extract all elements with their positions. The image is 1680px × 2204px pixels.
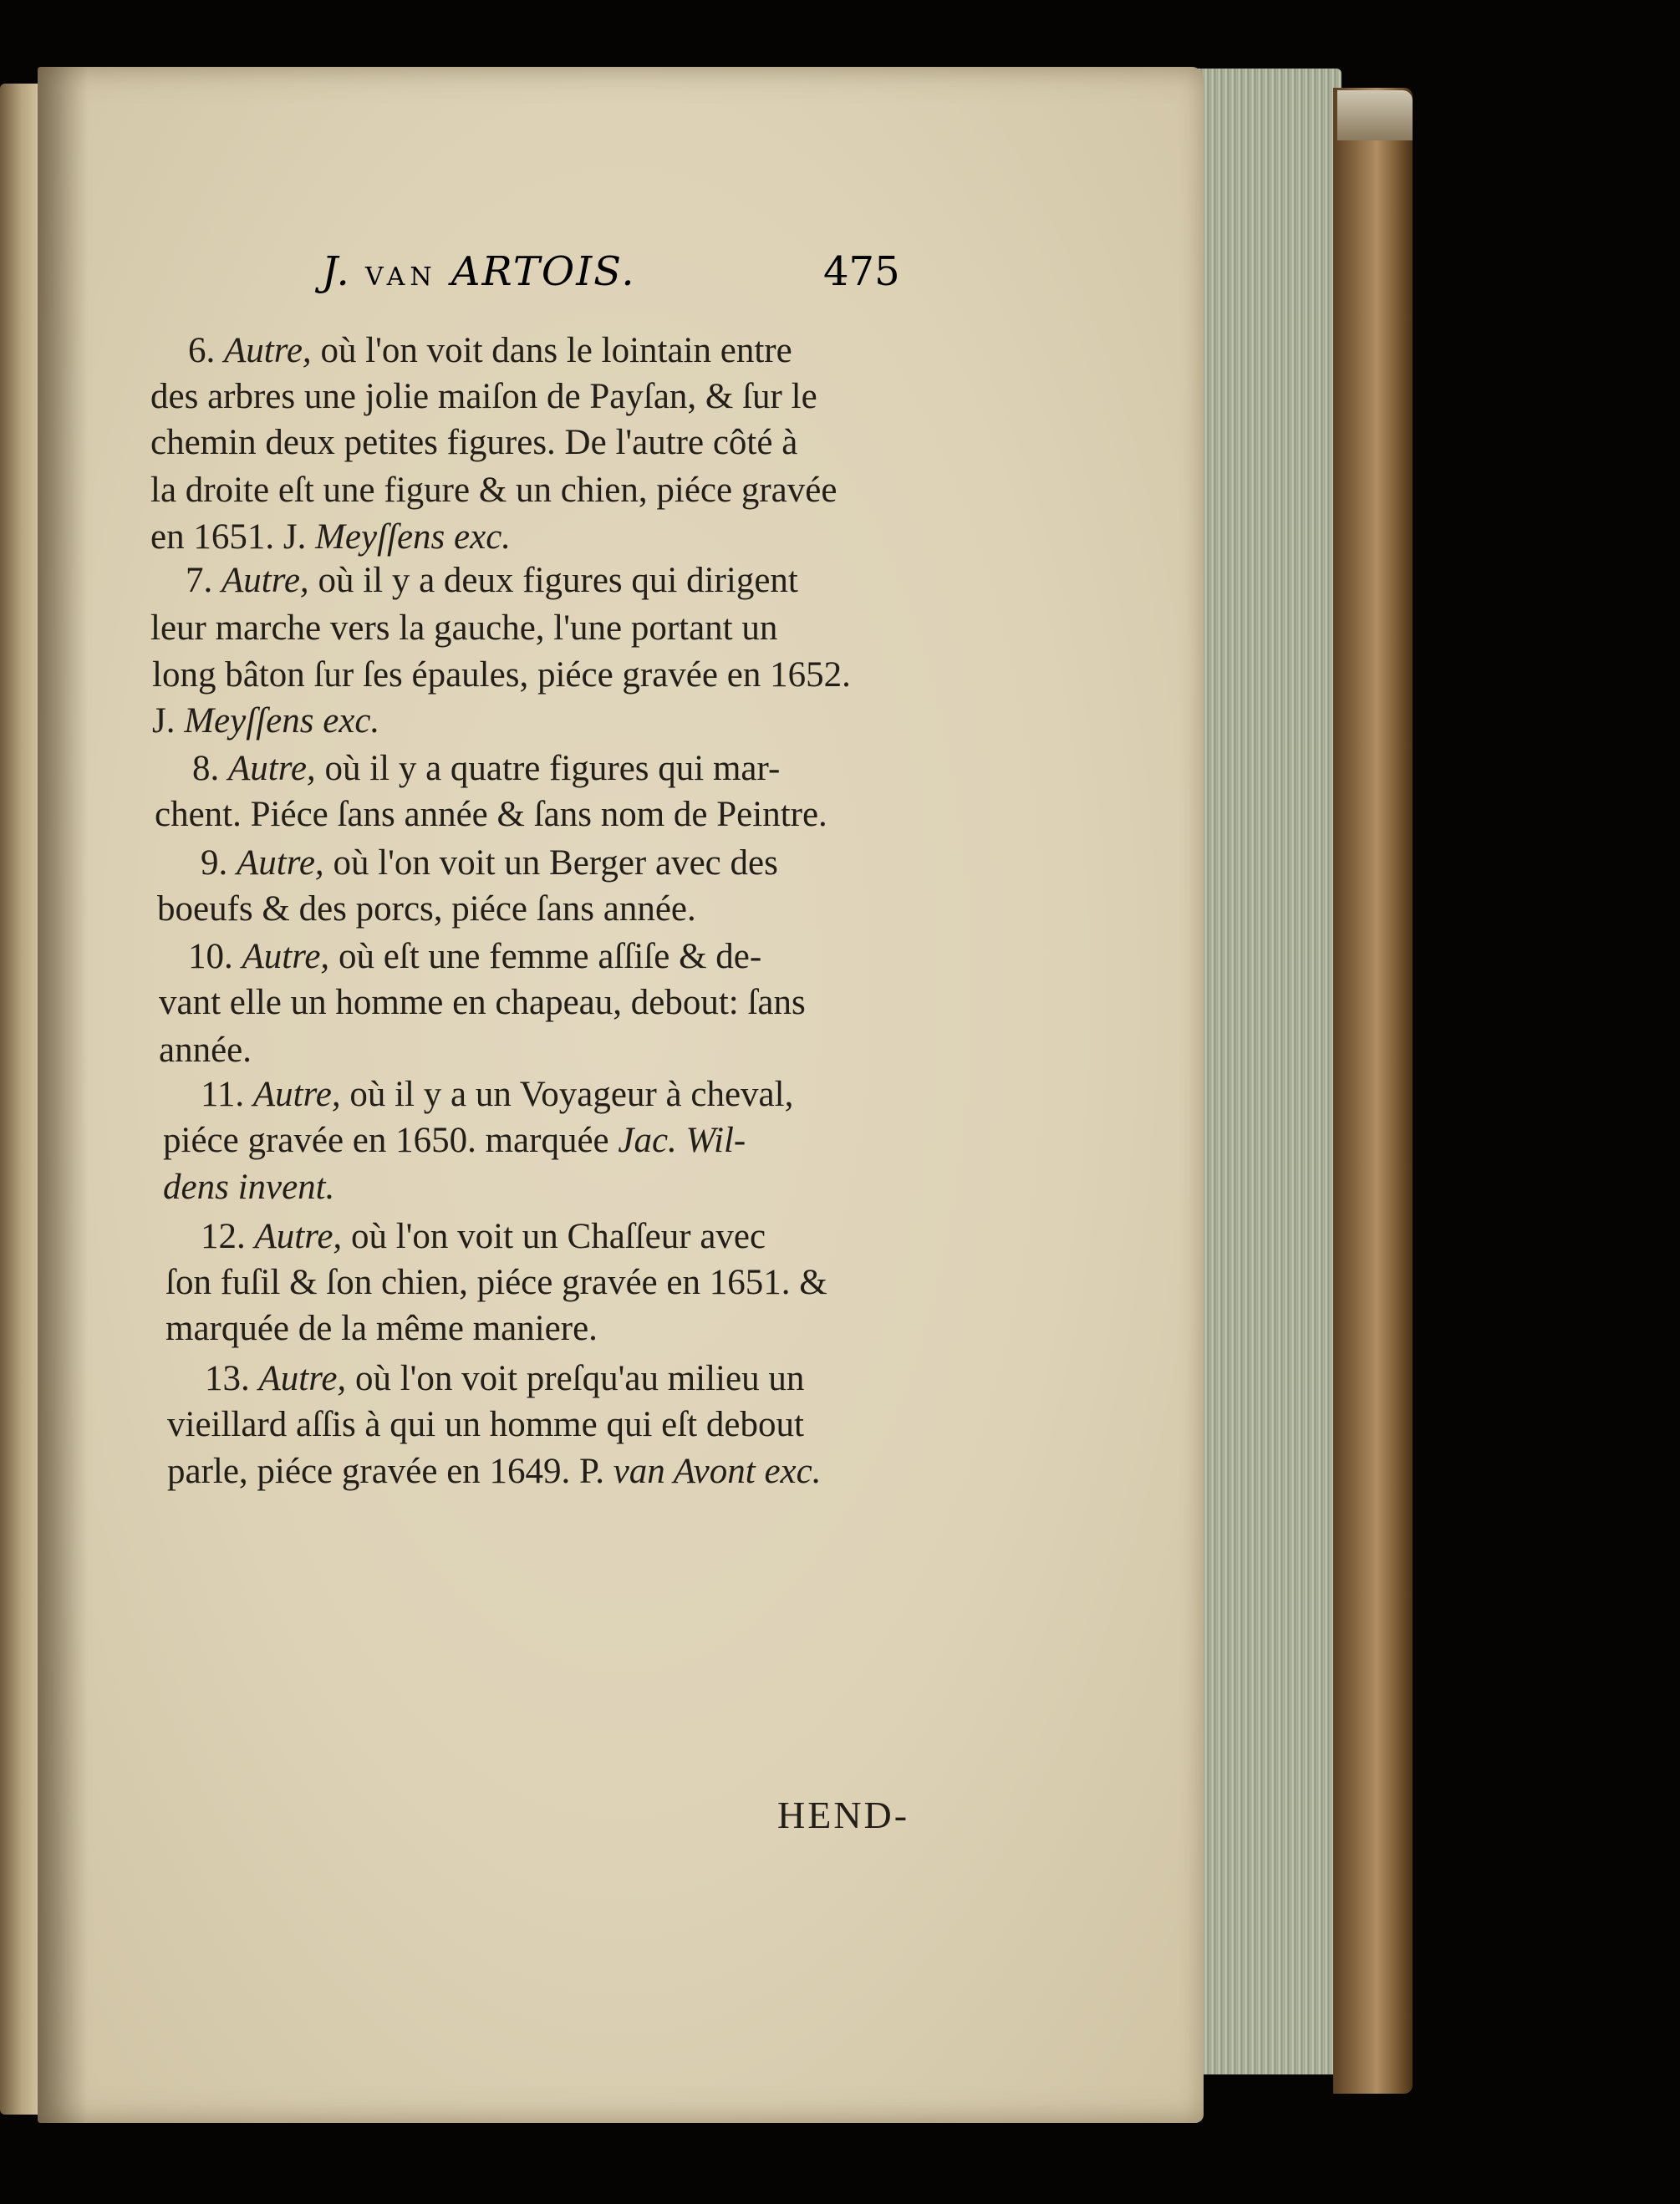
text-line — [150, 422, 797, 463]
roman-run: vieillard aſſis à qui un homme qui eſt debout — [167, 1405, 804, 1444]
roman-run: où l'on voit un Berger avec des — [323, 843, 778, 883]
roman-run: 6. — [188, 331, 224, 370]
text-line — [167, 1451, 821, 1492]
italic-run: Meyſſens exc. — [184, 701, 380, 741]
text-line — [167, 1404, 804, 1445]
catchword: HEND- — [777, 1794, 910, 1836]
roman-run: 13. — [205, 1359, 259, 1398]
roman-run: année. — [159, 1031, 252, 1070]
roman-run: des arbres une jolie maiſon de Payſan, & ſur le — [150, 377, 817, 416]
italic-run: Autre, — [258, 1359, 347, 1398]
text-line — [159, 982, 806, 1023]
roman-run: marquée de la même maniere. — [165, 1309, 598, 1348]
running-title — [322, 248, 636, 295]
text-line — [150, 470, 837, 511]
running-van: VAN — [365, 262, 437, 292]
gutter-shadow — [38, 67, 88, 2123]
text-line — [188, 936, 761, 977]
italic-run: van Avont exc. — [613, 1452, 822, 1491]
text-line — [201, 842, 778, 883]
text-line — [157, 888, 696, 929]
roman-run: vant elle un homme en chapeau, debout: ſans — [159, 983, 806, 1022]
italic-run: Autre, — [237, 843, 324, 883]
roman-run: où eſt une femme aſſiſe & de- — [329, 937, 762, 976]
roman-run: piéce gravée en 1650. marquée — [163, 1121, 619, 1160]
roman-run: où il y a quatre figures qui mar- — [315, 749, 781, 788]
roman-run: ſon fuſil & ſon chien, piéce gravée en 1651. & — [165, 1263, 827, 1302]
text-line — [201, 1216, 766, 1257]
roman-run: long bâton ſur ſes épaules, piéce gravée en 1652. — [152, 655, 851, 695]
text-line — [150, 376, 817, 417]
roman-run: chemin deux petites figures. De l'autre côté à — [150, 423, 798, 462]
text-line — [186, 560, 798, 601]
italic-run: Jac. Wil- — [618, 1121, 746, 1160]
roman-run: où l'on voit preſqu'au milieu un — [346, 1359, 805, 1398]
text-line — [159, 1030, 252, 1071]
cover-corner — [1337, 90, 1413, 140]
text-line — [163, 1167, 334, 1208]
text-line — [188, 330, 792, 371]
italic-run: Autre, — [221, 561, 309, 600]
italic-run: Autre, — [254, 1217, 343, 1256]
text-line — [163, 1120, 746, 1161]
page-number: 475 — [823, 248, 900, 295]
italic-run: Meyſſens exc. — [315, 517, 512, 557]
text-line — [201, 1074, 793, 1115]
text-line — [150, 517, 511, 557]
text-line — [165, 1308, 598, 1349]
roman-run: où il y a deux figures qui dirigent — [308, 561, 798, 600]
roman-run: boeufs & des porcs, piéce ſans année. — [157, 889, 696, 929]
roman-run: 9. — [201, 843, 237, 883]
italic-run: dens invent. — [163, 1168, 335, 1207]
roman-run: 11. — [201, 1075, 253, 1114]
roman-run: 12. — [201, 1217, 255, 1256]
roman-run: leur marche vers la gauche, l'une portant un — [150, 608, 778, 648]
roman-run: où l'on voit dans le lointain entre — [311, 331, 792, 370]
roman-run: 10. — [188, 937, 242, 976]
roman-run: en 1651. J. — [150, 517, 316, 557]
text-line — [165, 1262, 827, 1303]
text-line — [205, 1358, 804, 1399]
text-line — [150, 608, 777, 649]
book-cover-edge — [1333, 88, 1413, 2094]
italic-run: Autre, — [242, 937, 330, 976]
text-line — [152, 700, 379, 741]
italic-run: Autre, — [252, 1075, 341, 1114]
roman-run: la droite eſt une figure & un chien, piéce gravée — [150, 471, 837, 510]
roman-run: parle, piéce gravée en 1649. P. — [167, 1452, 613, 1491]
italic-run: Autre, — [228, 749, 316, 788]
text-line — [155, 794, 827, 835]
running-initial: J. — [322, 248, 351, 295]
roman-run: 8. — [192, 749, 228, 788]
text-line — [152, 654, 851, 695]
roman-run: 7. — [186, 561, 221, 600]
roman-run: où il y a un Voyageur à cheval, — [340, 1075, 794, 1114]
italic-run: Autre, — [224, 331, 312, 370]
running-name: ARTOIS. — [451, 248, 636, 295]
roman-run: J. — [152, 701, 185, 741]
roman-run: chent. Piéce ſans année & ſans nom de Peintre. — [155, 795, 827, 834]
roman-run: où l'on voit un Chaſſeur avec — [342, 1217, 766, 1256]
text-line — [192, 748, 780, 789]
